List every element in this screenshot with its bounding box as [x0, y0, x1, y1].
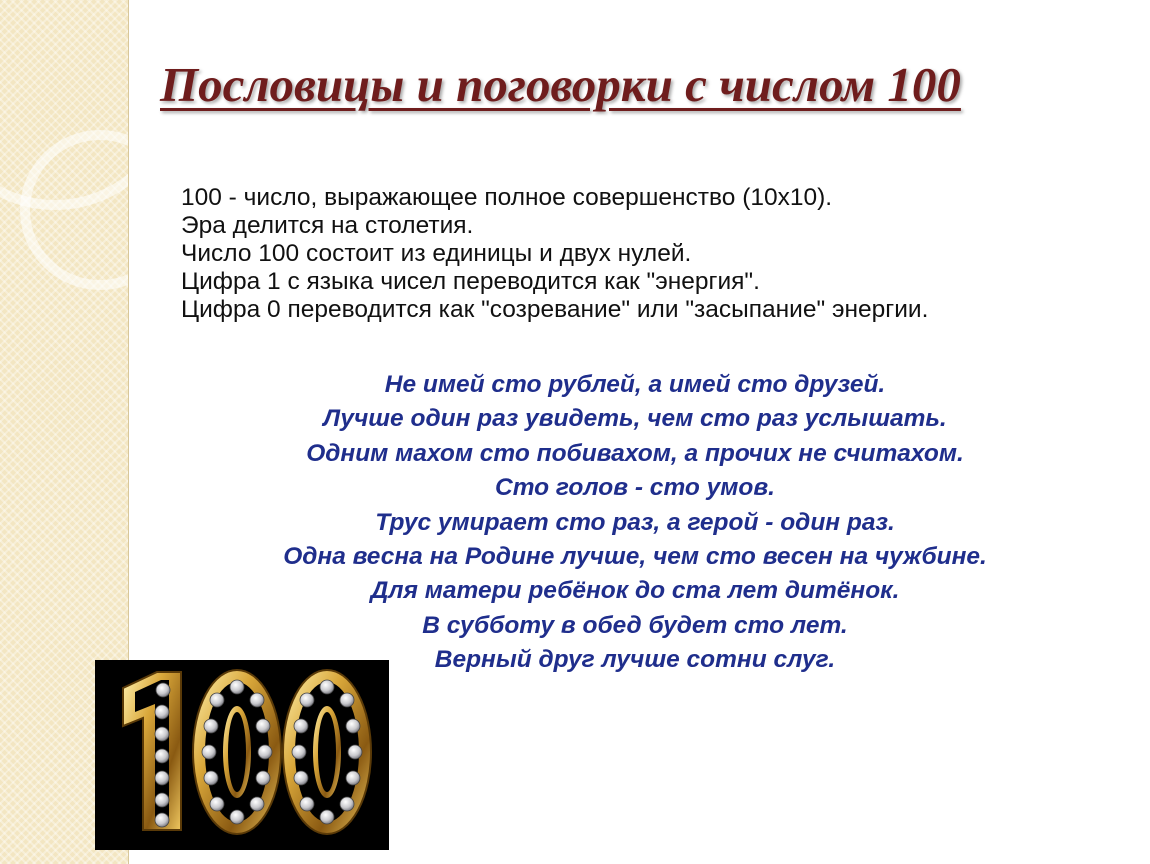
- fact-line: Число 100 состоит из единицы и двух нулей.: [181, 240, 692, 267]
- fact-line: Цифра 0 переводится как "созревание" или "засыпание" энергии.: [181, 296, 929, 323]
- proverb-item: Лучше один раз увидеть, чем сто раз услышать.: [323, 405, 947, 433]
- proverb-item: В субботу в обед будет сто лет.: [422, 611, 848, 639]
- fact-line: 100 - число, выражающее полное совершенство (10х10).: [181, 184, 833, 211]
- proverb-item: Сто голов - сто умов.: [495, 474, 775, 502]
- proverb-item: Верный друг лучше сотни слуг.: [434, 646, 836, 674]
- fact-line: Эра делится на столетия.: [181, 212, 474, 239]
- facts-block: [181, 184, 928, 324]
- golden-100-diamond-icon: [95, 660, 389, 850]
- proverb-item: Трус умирает сто раз, а герой - один раз.: [375, 508, 895, 536]
- digit-one: [123, 672, 181, 830]
- proverb-item: Одна весна на Родине лучше, чем сто весен на чужбине.: [283, 543, 987, 571]
- fact-line: Цифра 1 с языка чисел переводится как "энергия".: [181, 268, 760, 295]
- proverb-item: Для матери ребёнок до ста лет дитёнок.: [370, 577, 900, 605]
- proverb-item: Одним махом сто побивахом, а прочих не считахом.: [306, 439, 964, 467]
- page-title: Пословицы и поговорки с числом 100: [160, 57, 961, 112]
- proverb-item: Не имей сто рублей, а имей сто друзей.: [384, 371, 886, 398]
- proverbs-list: [175, 368, 1095, 678]
